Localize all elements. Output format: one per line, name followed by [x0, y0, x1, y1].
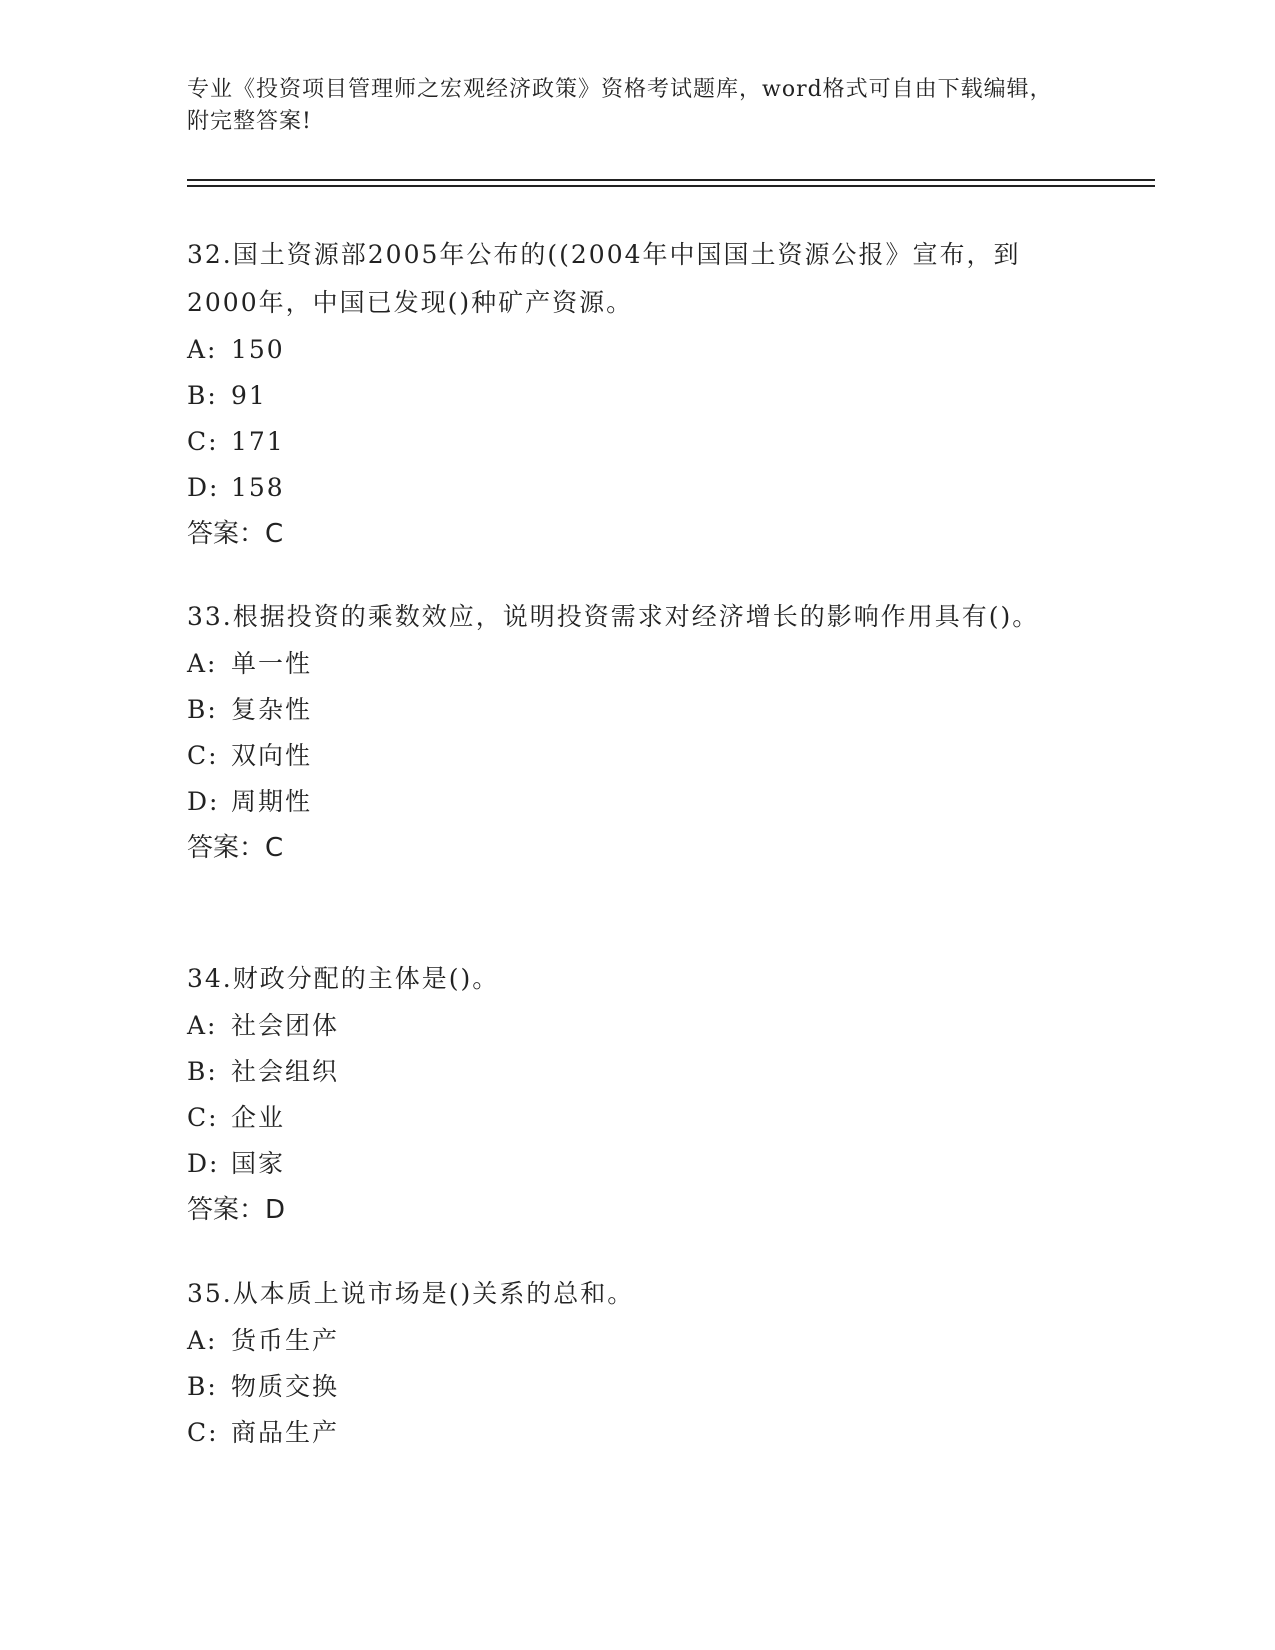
option-letter: B: — [187, 1057, 218, 1086]
option-text: 158 — [231, 473, 285, 502]
option-text: 复杂性 — [231, 695, 313, 724]
option-text: 双向性 — [231, 741, 313, 770]
option-letter: C: — [187, 1103, 219, 1132]
option-text: 货币生产 — [231, 1326, 340, 1355]
option-letter: D: — [187, 1149, 220, 1178]
option-b — [187, 1364, 1087, 1410]
option-letter: D: — [187, 473, 220, 502]
option-c — [187, 419, 1087, 465]
option-b — [187, 687, 1087, 733]
question-stem: 35.从本质上说市场是()关系的总和。 — [187, 1279, 635, 1308]
option-d — [187, 779, 1087, 825]
option-c — [187, 1095, 1087, 1141]
question-stem: 32.国土资源部2005年公布的((2004年中国国土资源公报》宣布，到2000年，中国已发现()种矿产资源。 — [187, 240, 1021, 317]
option-c — [187, 1410, 1087, 1456]
option-text: 91 — [231, 381, 267, 410]
question-35 — [187, 1270, 1087, 1456]
option-letter: B: — [187, 381, 218, 410]
option-text: 国家 — [231, 1149, 286, 1178]
question-stem: 34.财政分配的主体是()。 — [187, 964, 500, 993]
option-letter: D: — [187, 787, 220, 816]
answer-line: 答案：D — [187, 1195, 286, 1225]
option-letter: C: — [187, 427, 219, 456]
option-letter: C: — [187, 741, 219, 770]
option-text: 社会组织 — [231, 1057, 340, 1086]
option-text: 单一性 — [231, 649, 313, 678]
question-34 — [187, 955, 1087, 1233]
option-letter: A: — [187, 1011, 218, 1040]
option-letter: C: — [187, 1418, 219, 1447]
question-33 — [187, 593, 1087, 871]
option-d — [187, 465, 1087, 511]
option-letter: A: — [187, 1326, 218, 1355]
option-letter: B: — [187, 1372, 218, 1401]
header-rule-top — [187, 179, 1155, 181]
option-b — [187, 373, 1087, 419]
option-a — [187, 641, 1087, 687]
option-b — [187, 1049, 1087, 1095]
option-letter: A: — [187, 649, 218, 678]
header-rule-bottom — [187, 185, 1155, 187]
option-letter: B: — [187, 695, 218, 724]
option-a — [187, 327, 1087, 373]
option-text: 171 — [231, 427, 285, 456]
option-a — [187, 1318, 1087, 1364]
option-a — [187, 1003, 1087, 1049]
header-note: 专业《投资项目管理师之宏观经济政策》资格考试题库，word格式可自由下载编辑，附完整答案! — [187, 77, 1053, 134]
question-32 — [187, 231, 1087, 557]
option-text: 商品生产 — [231, 1418, 340, 1447]
option-text: 物质交换 — [231, 1372, 340, 1401]
option-d — [187, 1141, 1087, 1187]
option-text: 企业 — [231, 1103, 286, 1132]
option-text: 周期性 — [231, 787, 313, 816]
answer-line: 答案：C — [187, 519, 284, 549]
question-stem: 33.根据投资的乘数效应，说明投资需求对经济增长的影响作用具有()。 — [187, 602, 1040, 631]
option-text: 社会团体 — [231, 1011, 340, 1040]
option-c — [187, 733, 1087, 779]
option-letter: A: — [187, 335, 218, 364]
option-text: 150 — [231, 335, 285, 364]
answer-line: 答案：C — [187, 833, 284, 863]
